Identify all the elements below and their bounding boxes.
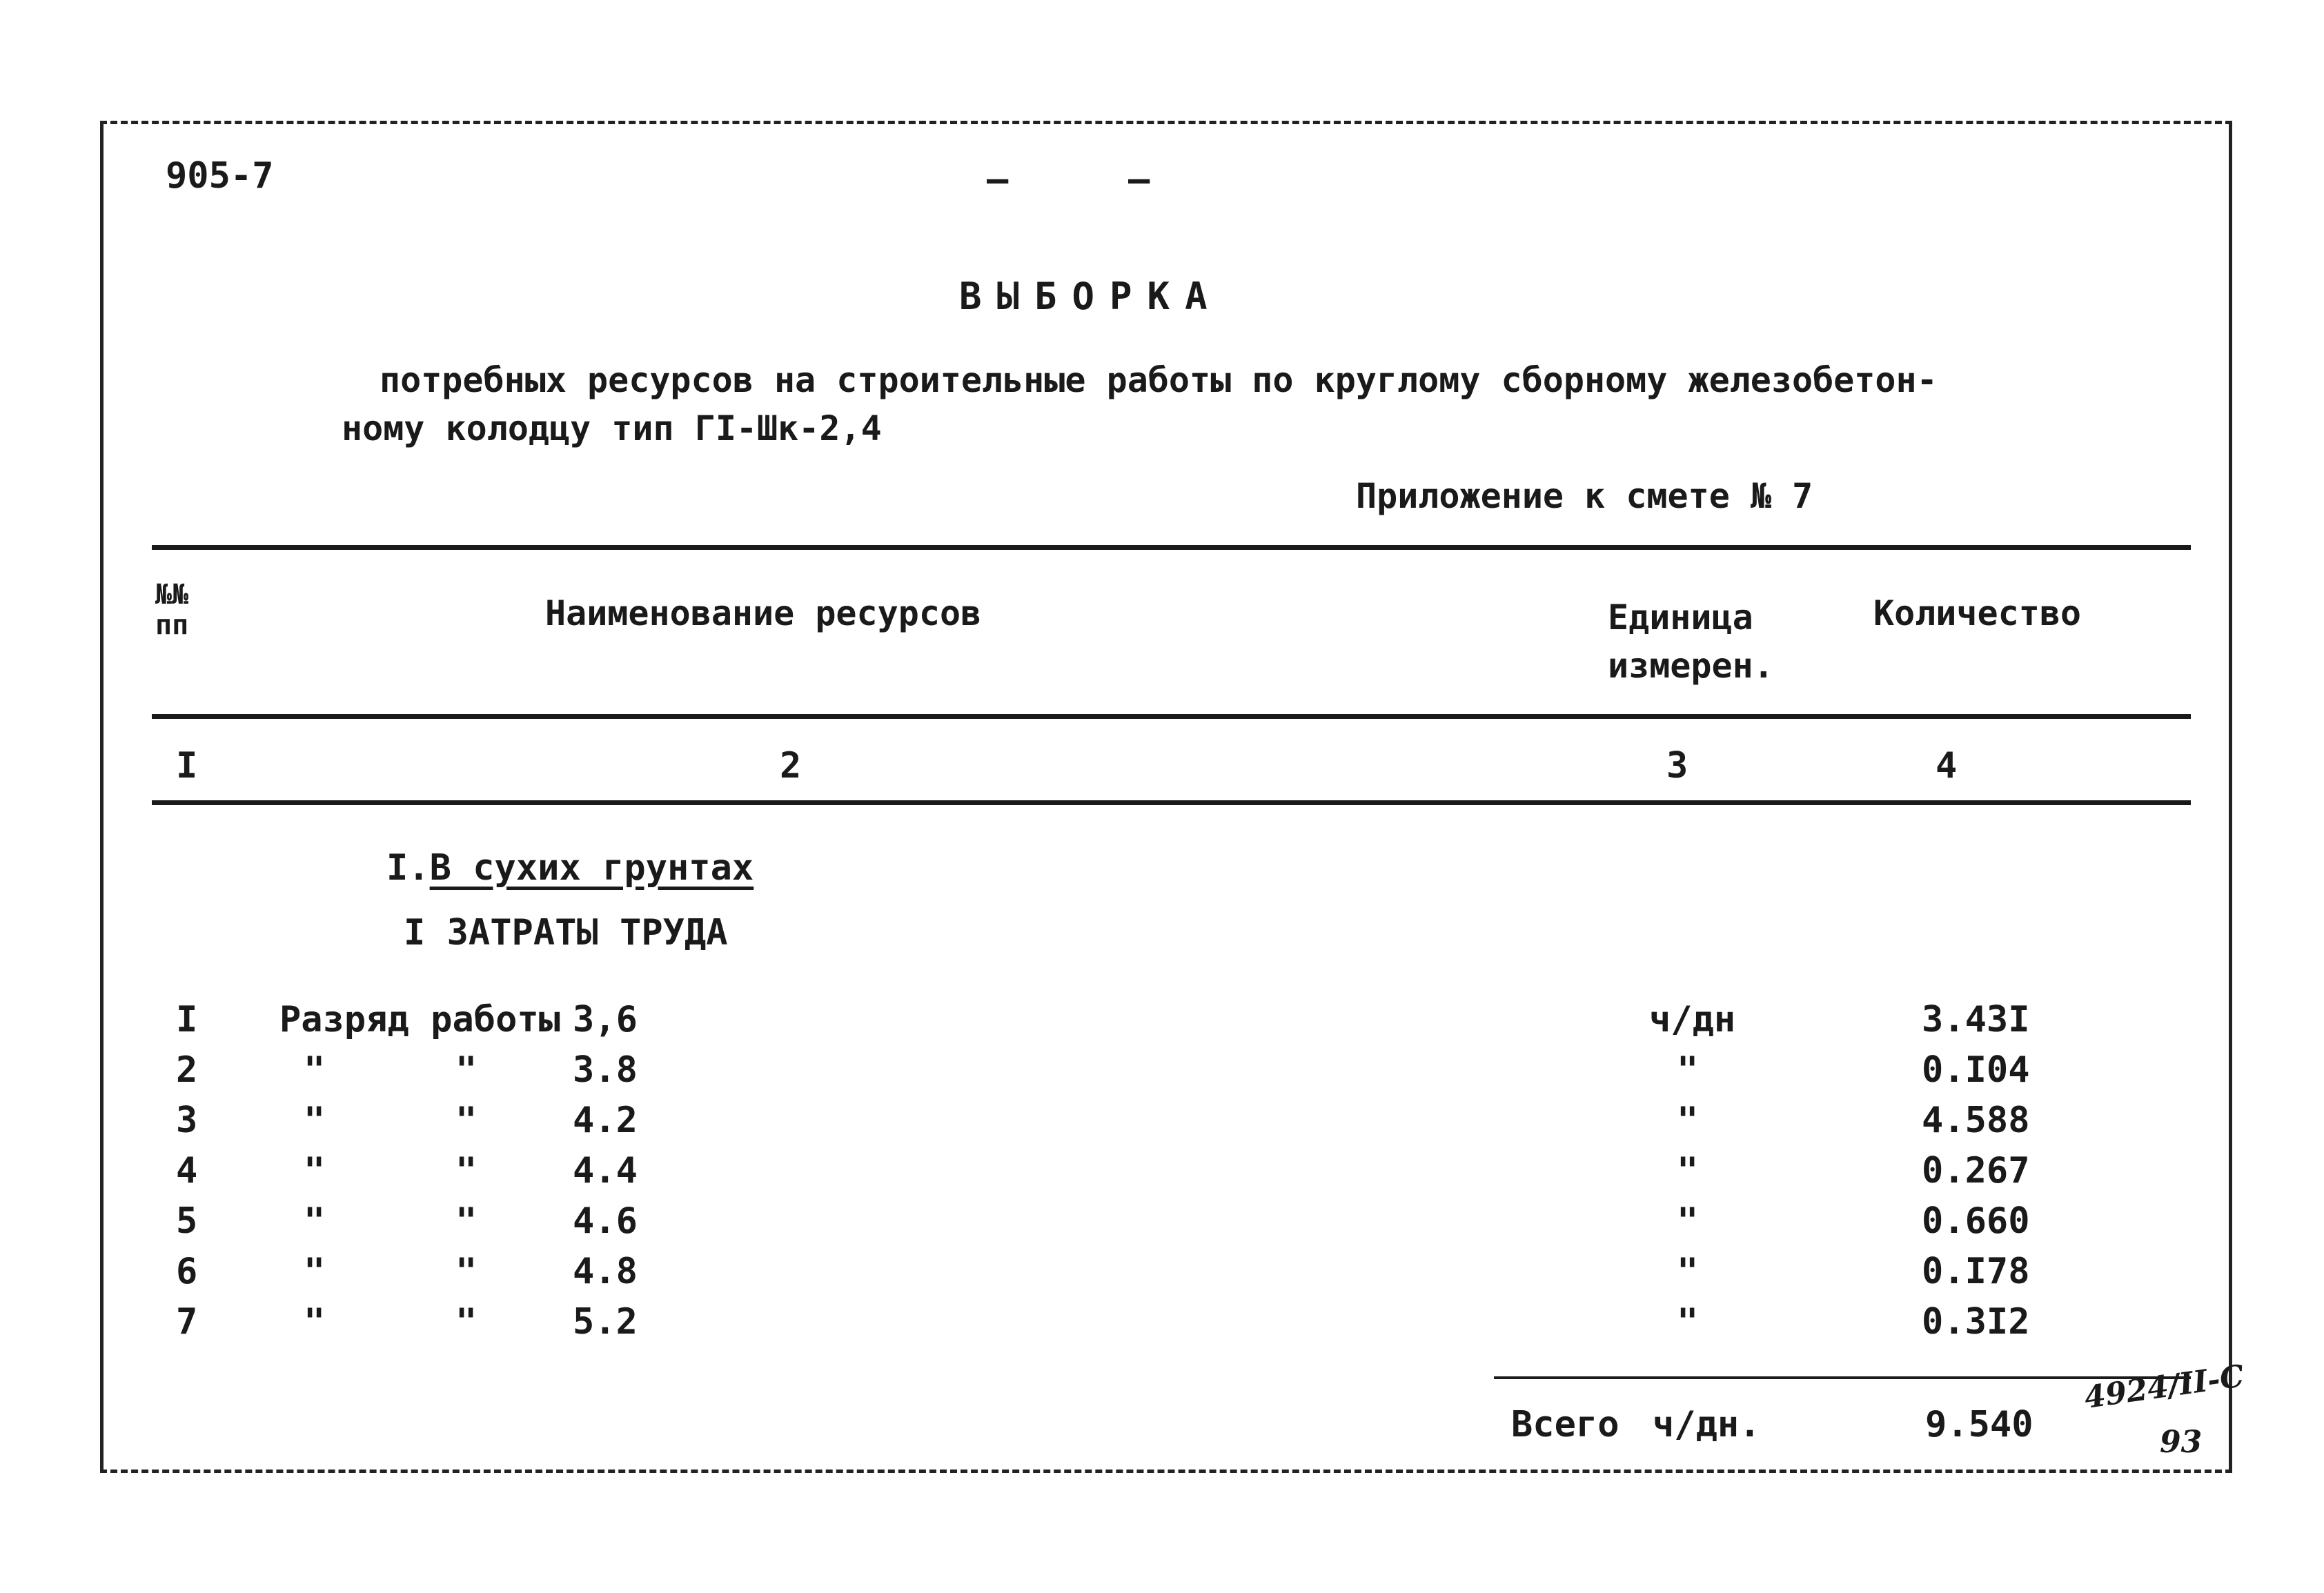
- row-ditto-1: ": [304, 1150, 326, 1191]
- row-number: 3: [176, 1100, 198, 1141]
- row-grade: 4.6: [573, 1200, 638, 1242]
- row-unit: ": [1677, 1150, 1699, 1191]
- row-ditto-1: ": [304, 1251, 326, 1292]
- row-unit: ": [1677, 1301, 1699, 1343]
- handwritten-page: 93: [2160, 1425, 2203, 1460]
- row-grade: 4.2: [573, 1100, 638, 1141]
- row-unit: ": [1677, 1049, 1699, 1091]
- doc-code: 905-7: [166, 155, 274, 197]
- row-unit: ": [1677, 1200, 1699, 1242]
- row-number: 2: [176, 1049, 198, 1091]
- row-ditto-2: ": [455, 1150, 477, 1191]
- section-number: I.: [386, 847, 430, 889]
- total-value: 9.540: [1925, 1404, 2034, 1445]
- total-label: Всего: [1511, 1404, 1619, 1445]
- row-ditto-1: ": [304, 1100, 326, 1141]
- row-ditto-2: ": [455, 1049, 477, 1091]
- dash-mark: –: [987, 159, 1009, 200]
- table-top-rule: [152, 545, 2191, 550]
- row-ditto-2: ": [455, 1301, 477, 1343]
- row-ditto-1: ": [304, 1200, 326, 1242]
- row-quantity: 0.I04: [1922, 1049, 2030, 1091]
- section-title: В сухих грунтах: [429, 847, 754, 889]
- document-frame: [100, 121, 2232, 1473]
- row-ditto-1: ": [304, 1049, 326, 1091]
- row-quantity: 3.43I: [1922, 999, 2030, 1040]
- row-quantity: 0.660: [1922, 1200, 2030, 1242]
- row-quantity: 0.267: [1922, 1150, 2030, 1191]
- header-num-line-1: №№: [155, 579, 189, 611]
- row-grade: 5.2: [573, 1301, 638, 1343]
- row-number: 4: [176, 1150, 198, 1191]
- subsection-heading: I ЗАТРАТЫ ТРУДА: [404, 912, 728, 953]
- row-grade: 3.8: [573, 1049, 638, 1091]
- row-resource-name: Разряд работы: [279, 999, 560, 1040]
- section-heading: [386, 847, 754, 889]
- row-quantity: 0.I78: [1922, 1251, 2030, 1292]
- header-unit-line-2: измерен.: [1608, 646, 1774, 686]
- row-unit: ч/дн: [1649, 999, 1736, 1040]
- row-grade: 3,6: [573, 999, 638, 1040]
- header-name: Наименование ресурсов: [545, 593, 982, 633]
- col-number-4: 4: [1936, 745, 1958, 786]
- row-unit: ": [1677, 1100, 1699, 1141]
- row-number: 5: [176, 1200, 198, 1242]
- row-ditto-2: ": [455, 1100, 477, 1141]
- row-ditto-1: ": [304, 1301, 326, 1343]
- row-ditto-2: ": [455, 1200, 477, 1242]
- col-number-1: I: [176, 745, 198, 786]
- subtitle-line-2: ному колодцу тип ГI-Шк-2,4: [342, 408, 882, 448]
- header-num: [155, 580, 188, 640]
- header-unit-line-1: Единица: [1608, 597, 1753, 637]
- handwritten-ref: 4924/II-С: [2082, 1358, 2247, 1416]
- row-number: 6: [176, 1251, 198, 1292]
- row-quantity: 0.3I2: [1922, 1301, 2030, 1343]
- subtitle-line-1: потребных ресурсов на строительные работы по круглому сборному железобетон-: [380, 360, 1938, 400]
- header-bottom-rule: [152, 714, 2191, 719]
- total-unit: ч/дн.: [1653, 1404, 1761, 1445]
- row-quantity: 4.588: [1922, 1100, 2030, 1141]
- col-number-3: 3: [1666, 745, 1688, 786]
- row-number: I: [176, 999, 198, 1040]
- col-number-2: 2: [780, 745, 802, 786]
- header-qty: Количество: [1873, 593, 2082, 633]
- row-unit: ": [1677, 1251, 1699, 1292]
- document-title: ВЫБОРКА: [959, 275, 1223, 318]
- total-rule: [1494, 1376, 2191, 1379]
- header-unit: [1608, 593, 1774, 690]
- row-grade: 4.4: [573, 1150, 638, 1191]
- col-numbers-rule: [152, 800, 2191, 805]
- header-num-line-2: пп: [155, 609, 189, 641]
- appendix-label: Приложение к смете № 7: [1356, 476, 1813, 516]
- dash-mark: –: [1128, 159, 1150, 200]
- row-ditto-2: ": [455, 1251, 477, 1292]
- row-grade: 4.8: [573, 1251, 638, 1292]
- row-number: 7: [176, 1301, 198, 1343]
